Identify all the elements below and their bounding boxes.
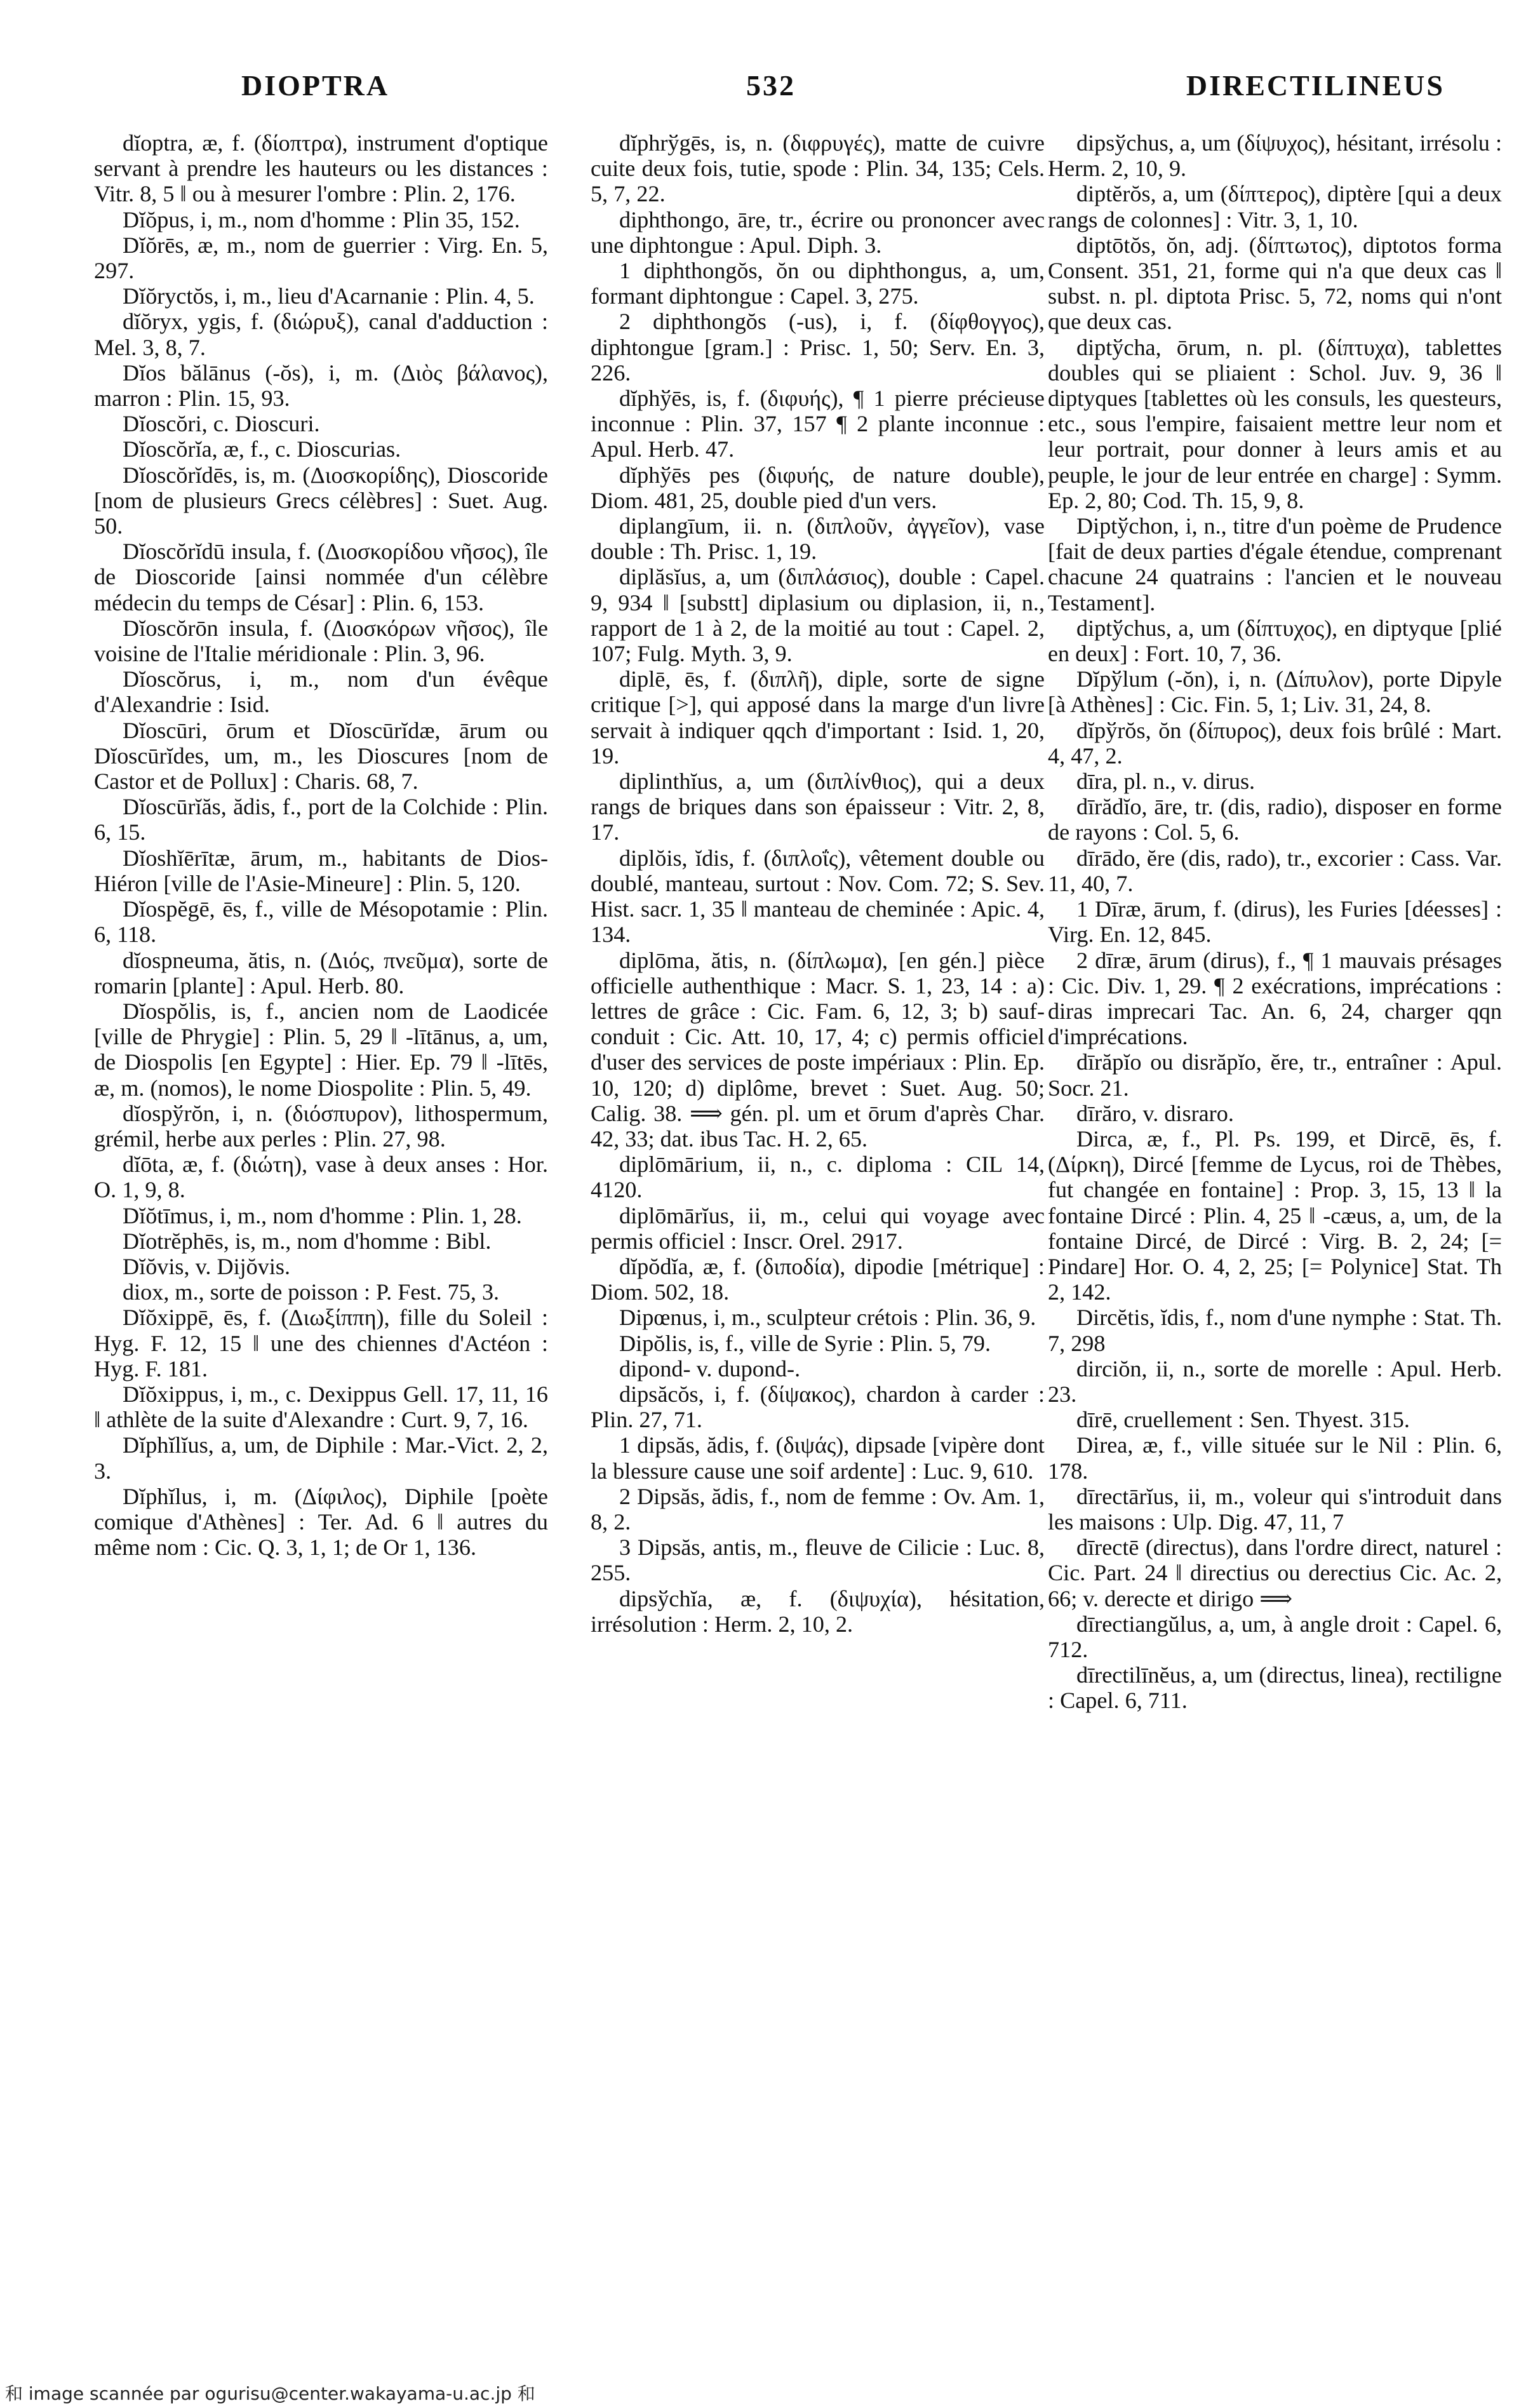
dictionary-entry: Diptўchon, i, n., titre d'un poème de Prudence [fait de deux parties d'égale étendue, comprenant chacune 24 quatrains : l'ancien et le nouveau Testament]. <box>1048 513 1502 615</box>
dictionary-entry: Dĭŏryctŏs, i, m., lieu d'Acarnanie : Plin. 4, 5. <box>123 283 535 309</box>
dictionary-entry: Dĭoscŏrĭdū insula, f. (Διοσκορίδου νῆσος), île de Dioscoride [ainsi nommée d'un célèbre médecin du temps de César] : Plin. 6, 153. <box>94 539 548 615</box>
dictionary-entry: dĭoptra, æ, f. (δίοπτρα), instrument d'optique servant à prendre les hauteurs ou les distances : Vitr. 8, 5 ‖ ou à mesurer l'ombre : Plin. 2, 176. <box>94 130 548 207</box>
column-3 <box>1048 130 1502 1714</box>
dictionary-entry: dīrăro, v. disraro. <box>1076 1100 1234 1126</box>
dictionary-entry: Dĭŏpus, i, m., nom d'homme : Plin 35, 152. <box>123 206 520 232</box>
page-number: 532 <box>746 69 796 102</box>
dictionary-entry: Dĭos bălānus (-ŏs), i, m. (Διὸς βάλανος), marron : Plin. 15, 93. <box>94 360 548 412</box>
dictionary-entry: 3 Dipsăs, antis, m., fleuve de Cilicie : Luc. 8, 255. <box>591 1535 1045 1586</box>
dictionary-entry: diplōmārĭus, ii, m., celui qui voyage avec permis officiel : Inscr. Orel. 2917. <box>591 1202 1045 1254</box>
dictionary-entry: Dirca, æ, f., Pl. Ps. 199, et Dircē, ēs, f. (Δίρκη), Dircé [femme de Lycus, roi de Thèbes, fut changée en fontaine] : Prop. 3, 15, 13 ‖ la fontaine Dircé : Plin. 4, 25 ‖ -cæus, a, um, de la fontaine Dircé, de Dircé : Virg. B. 2, 24; [= Pindare] Hor. O. 4, 2, 25; [= Polynice] Stat. Th 2, 142. <box>1048 1126 1502 1305</box>
dictionary-entry: Direa, æ, f., ville située sur le Nil : Plin. 6, 178. <box>1048 1432 1502 1484</box>
dictionary-entry: Dircĕtis, ĭdis, f., nom d'une nymphe : Stat. Th. 7, 298 <box>1048 1305 1502 1356</box>
dictionary-entry: dĭphўēs, is, f. (διφυής), ¶ 1 pierre précieuse inconnue : Plin. 37, 157 ¶ 2 plante inconnue : Apul. Herb. 47. <box>591 386 1045 462</box>
dictionary-entry: dĭpŏdĭa, æ, f. (διποδία), dipodie [métrique] : Diom. 502, 18. <box>591 1253 1045 1305</box>
dictionary-entry: dipond- v. dupond-. <box>619 1355 801 1381</box>
dictionary-entry: diptōtŏs, ŏn, adj. (δίπτωτος), diptotos forma Consent. 351, 21, forme qui n'a que deux cas ‖ subst. n. pl. diptota Prisc. 5, 72, noms qui n'ont que deux cas. <box>1048 232 1502 335</box>
dictionary-entry: diplē, ēs, f. (διπλῆ), diple, sorte de signe critique [>], qui apposé dans la marge d'un livre servait à indiquer qqch d'important : Isid. 1, 20, 19. <box>591 666 1045 769</box>
dictionary-entry: dĭpўrŏs, ŏn (δίπυρος), deux fois brûlé : Mart. 4, 47, 2. <box>1048 717 1502 769</box>
running-head-right: DIRECTILINEUS <box>1186 69 1445 102</box>
dictionary-entry: Dĭoscŏrus, i, m., nom d'un évêque d'Alexandrie : Isid. <box>94 666 548 718</box>
dictionary-entry: diplăsĭus, a, um (διπλάσιος), double : Capel. 9, 934 ‖ [substt] diplasium ou diplasion, ii, n., rapport de 1 à 2, de la moitié au tout : Capel. 2, 107; Fulg. Myth. 3, 9. <box>591 564 1045 667</box>
dictionary-entry: Dipŏlis, is, f., ville de Syrie : Plin. 5, 79. <box>619 1330 991 1356</box>
dictionary-entry: dĭospneuma, ătis, n. (Διός, πνεῦμα), sorte de romarin [plante] : Apul. Herb. 80. <box>94 947 548 998</box>
column-1 <box>94 130 548 1560</box>
dictionary-entry: Dĭoscŏri, c. Dioscuri. <box>123 411 320 437</box>
running-head-left: DIOPTRA <box>241 69 390 102</box>
column-2 <box>591 130 1045 1637</box>
dictionary-entry: diplangīum, ii. n. (διπλοῦν, ἀγγεῖον), vase double : Th. Prisc. 1, 19. <box>591 513 1045 565</box>
dictionary-entry: diphthongo, āre, tr., écrire ou prononcer avec une diphtongue : Apul. Diph. 3. <box>591 206 1045 258</box>
dictionary-entry: dīra, pl. n., v. dirus. <box>1076 769 1255 795</box>
dictionary-entry: Dĭoshĭērītæ, ārum, m., habitants de Dios-Hiéron [ville de l'Asie-Mineure] : Plin. 5, 120. <box>94 845 548 896</box>
dictionary-entry: Dĭoscūri, ōrum et Dĭoscūrĭdæ, ārum ou Dĭoscūrĭdes, um, m., les Dioscures [nom de Castor et de Pollux] : Charis. 68, 7. <box>94 717 548 795</box>
dictionary-entry: diptĕrŏs, a, um (δίπτερος), diptère [qui a deux rangs de colonnes] : Vitr. 3, 1, 10. <box>1048 181 1502 232</box>
dictionary-entry: dīrăpĭo ou disrăpĭo, ĕre, tr., entraîner : Apul. Socr. 21. <box>1048 1049 1502 1101</box>
dictionary-entry: Dĭoscŏrĭdēs, is, m. (Διοσκορίδης), Dioscoride [nom de plusieurs Grecs célèbres] : Suet. Aug. 50. <box>94 462 548 539</box>
dictionary-entry: Dĭospŏlis, is, f., ancien nom de Laodicée [ville de Phrygie] : Plin. 5, 29 ‖ -lītānus, a, um, de Diospolis [en Egypte] : Hier. Ep. 79 ‖ -lītēs, æ, m. (nomos), le nome Diospolite : Plin. 5, 49. <box>94 998 548 1101</box>
dictionary-entry: dīrectilīnĕus, a, um (directus, linea), rectiligne : Capel. 6, 711. <box>1048 1662 1502 1714</box>
dictionary-entry: dīrē, cruellement : Sen. Thyest. 315. <box>1076 1407 1410 1433</box>
dictionary-entry: dĭŏryx, ygis, f. (διώρυξ), canal d'adduction : Mel. 3, 8, 7. <box>94 309 548 360</box>
dictionary-entry: Dĭoscŏrĭa, æ, f., c. Dioscurias. <box>123 436 401 462</box>
dictionary-entry: diox, m., sorte de poisson : P. Fest. 75, 3. <box>123 1279 500 1305</box>
dictionary-entry: diplōmārium, ii, n., c. diploma : CIL 14, 4120. <box>591 1152 1045 1203</box>
dictionary-entry: dipsўchĭa, æ, f. (διψυχία), hésitation, irrésolution : Herm. 2, 10, 2. <box>591 1585 1045 1637</box>
dictionary-entry: 2 Dipsăs, ădis, f., nom de femme : Ov. Am. 1, 8, 2. <box>591 1483 1045 1535</box>
dictionary-entry: diplōma, ătis, n. (δίπλωμα), [en gén.] pièce officielle authenthique : Macr. S. 1, 23, 14 : a) lettres de grâce : Cic. Fam. 6, 12, 3; b) sauf-conduit : Cic. Att. 10, 17, 4; c) permis officiel d'user des services de poste impériaux : Plin. Ep. 10, 120; d) diplôme, brevet : Suet. Aug. 50; Calig. 38. ⟹ gén. pl. um et ōrum d'après Char. 42, 33; dat. ibus Tac. H. 2, 65. <box>591 947 1045 1152</box>
dictionary-entry: Dĭŏvis, v. Dijŏvis. <box>123 1253 291 1279</box>
dictionary-entry: Dĭoscūrĭăs, ădis, f., port de la Colchide : Plin. 6, 15. <box>94 794 548 845</box>
dictionary-entry: Dĭŏtīmus, i, m., nom d'homme : Plin. 1, 28. <box>123 1202 522 1228</box>
dictionary-entry: dipsăcŏs, i, f. (δίψακος), chardon à carder : Plin. 27, 71. <box>591 1381 1045 1433</box>
scan-credit: 和 image scannée par ogurisu@center.wakayama-u.ac.jp 和 <box>5 2383 535 2404</box>
dictionary-entry: diptўcha, ōrum, n. pl. (δίπτυχα), tablettes doubles qui se pliaient : Schol. Juv. 9, 36 ‖ diptyques [tablettes où les consuls, les questeurs, etc., sous l'empire, faisaient mettre leur nom et leur portrait, pour donner à leurs amis et au peuple, le jour de leur entrée en charge] : Symm. Ep. 2, 80; Cod. Th. 15, 9, 8. <box>1048 334 1502 513</box>
dictionary-entry: dīrectē (directus), dans l'ordre direct, naturel : Cic. Part. 24 ‖ directius ou derectius Cic. Ac. 2, 66; v. derecte et dirigo ⟹ <box>1048 1535 1502 1611</box>
dictionary-entry: diplŏis, ĭdis, f. (διπλοΐς), vêtement double ou doublé, manteau, surtout : Nov. Com. 72; S. Sev. Hist. sacr. 1, 35 ‖ manteau de cheminée : Apic. 4, 134. <box>591 845 1045 948</box>
dictionary-entry: dĭphrўgēs, is, n. (διφρυγές), matte de cuivre cuite deux fois, tutie, spode : Plin. 34, 135; Cels. 5, 7, 22. <box>591 130 1045 207</box>
dictionary-entry: dīrectārĭus, ii, m., voleur qui s'introduit dans les maisons : Ulp. Dig. 47, 11, 7 <box>1048 1483 1502 1535</box>
dictionary-entry: dīrădĭo, āre, tr. (dis, radio), disposer en forme de rayons : Col. 5, 6. <box>1048 794 1502 845</box>
dictionary-entry: Dĭŏxippus, i, m., c. Dexippus Gell. 17, 11, 16 ‖ athlète de la suite d'Alexandre : Curt. 9, 7, 16. <box>94 1381 548 1433</box>
dictionary-entry: dĭōta, æ, f. (διώτη), vase à deux anses : Hor. O. 1, 9, 8. <box>94 1152 548 1203</box>
dictionary-entry: 2 diphthongŏs (-us), i, f. (δίφθογγος), diphtongue [gram.] : Prisc. 1, 50; Serv. En. 3, 226. <box>591 309 1045 386</box>
dictionary-entry: 1 Dīræ, ārum, f. (dirus), les Furies [déesses] : Virg. En. 12, 845. <box>1048 896 1502 948</box>
dictionary-entry: dīrectiangŭlus, a, um, à angle droit : Capel. 6, 712. <box>1048 1611 1502 1662</box>
dictionary-entry: Dĭŏrēs, æ, m., nom de guerrier : Virg. En. 5, 297. <box>94 232 548 284</box>
dictionary-entry: Dĭphĭlĭus, a, um, de Diphile : Mar.-Vict. 2, 2, 3. <box>94 1432 548 1484</box>
dictionary-entry: Dĭoscŏrōn insula, f. (Διοσκόρων νῆσος), île voisine de l'Italie méridionale : Plin. 3, 96. <box>94 615 548 667</box>
dictionary-entry: dirciŏn, ii, n., sorte de morelle : Apul. Herb. 23. <box>1048 1355 1502 1407</box>
dictionary-entry: dĭospўrŏn, i, n. (διόσπυρον), lithospermum, grémil, herbe aux perles : Plin. 27, 98. <box>94 1100 548 1152</box>
dictionary-entry: Dĭospĕgē, ēs, f., ville de Mésopotamie : Plin. 6, 118. <box>94 896 548 948</box>
dictionary-entry: Dĭpўlum (-ŏn), i, n. (Δίπυλον), porte Dipyle [à Athènes] : Cic. Fin. 5, 1; Liv. 31, 24, 8. <box>1048 666 1502 718</box>
dictionary-entry: 1 dipsăs, ădis, f. (διψάς), dipsade [vipère dont la blessure cause une soif ardente] : Luc. 9, 610. <box>591 1432 1045 1484</box>
dictionary-entry: diptўchus, a, um (δίπτυχος), en diptyque [plié en deux] : Fort. 10, 7, 36. <box>1048 615 1502 667</box>
dictionary-entry: 1 diphthongŏs, ŏn ou diphthongus, a, um, formant diphtongue : Capel. 3, 275. <box>591 258 1045 309</box>
dictionary-entry: diplinthĭus, a, um (διπλίνθιος), qui a deux rangs de briques dans son épaisseur : Vitr. 2, 8, 17. <box>591 769 1045 845</box>
dictionary-entry: Dipœnus, i, m., sculpteur crétois : Plin. 36, 9. <box>619 1305 1036 1331</box>
dictionary-entry: Dĭŏxippē, ēs, f. (Διωξίππη), fille du Soleil : Hyg. F. 12, 15 ‖ une des chiennes d'Actéon : Hyg. F. 181. <box>94 1305 548 1381</box>
page-header <box>0 69 1540 126</box>
dictionary-entry: 2 dīræ, ārum (dirus), f., ¶ 1 mauvais présages : Cic. Div. 1, 29. ¶ 2 exécrations, imprécations : diras imprecari Tac. An. 6, 24, charger qqn d'imprécations. <box>1048 947 1502 1050</box>
dictionary-entry: dipsўchus, a, um (δίψυχος), hésitant, irrésolu : Herm. 2, 10, 9. <box>1048 130 1502 182</box>
dictionary-entry: Dĭotrĕphēs, is, m., nom d'homme : Bibl. <box>123 1228 492 1254</box>
dictionary-entry: dīrādo, ĕre (dis, rado), tr., excorier : Cass. Var. 11, 40, 7. <box>1048 845 1502 896</box>
dictionary-entry: dĭphўēs pes (διφυής, de nature double), Diom. 481, 25, double pied d'un vers. <box>591 462 1045 513</box>
dictionary-entry: Dĭphĭlus, i, m. (Δίφιλος), Diphile [poète comique d'Athènes] : Ter. Ad. 6 ‖ autres du même nom : Cic. Q. 3, 1, 1; de Or 1, 136. <box>94 1483 548 1561</box>
